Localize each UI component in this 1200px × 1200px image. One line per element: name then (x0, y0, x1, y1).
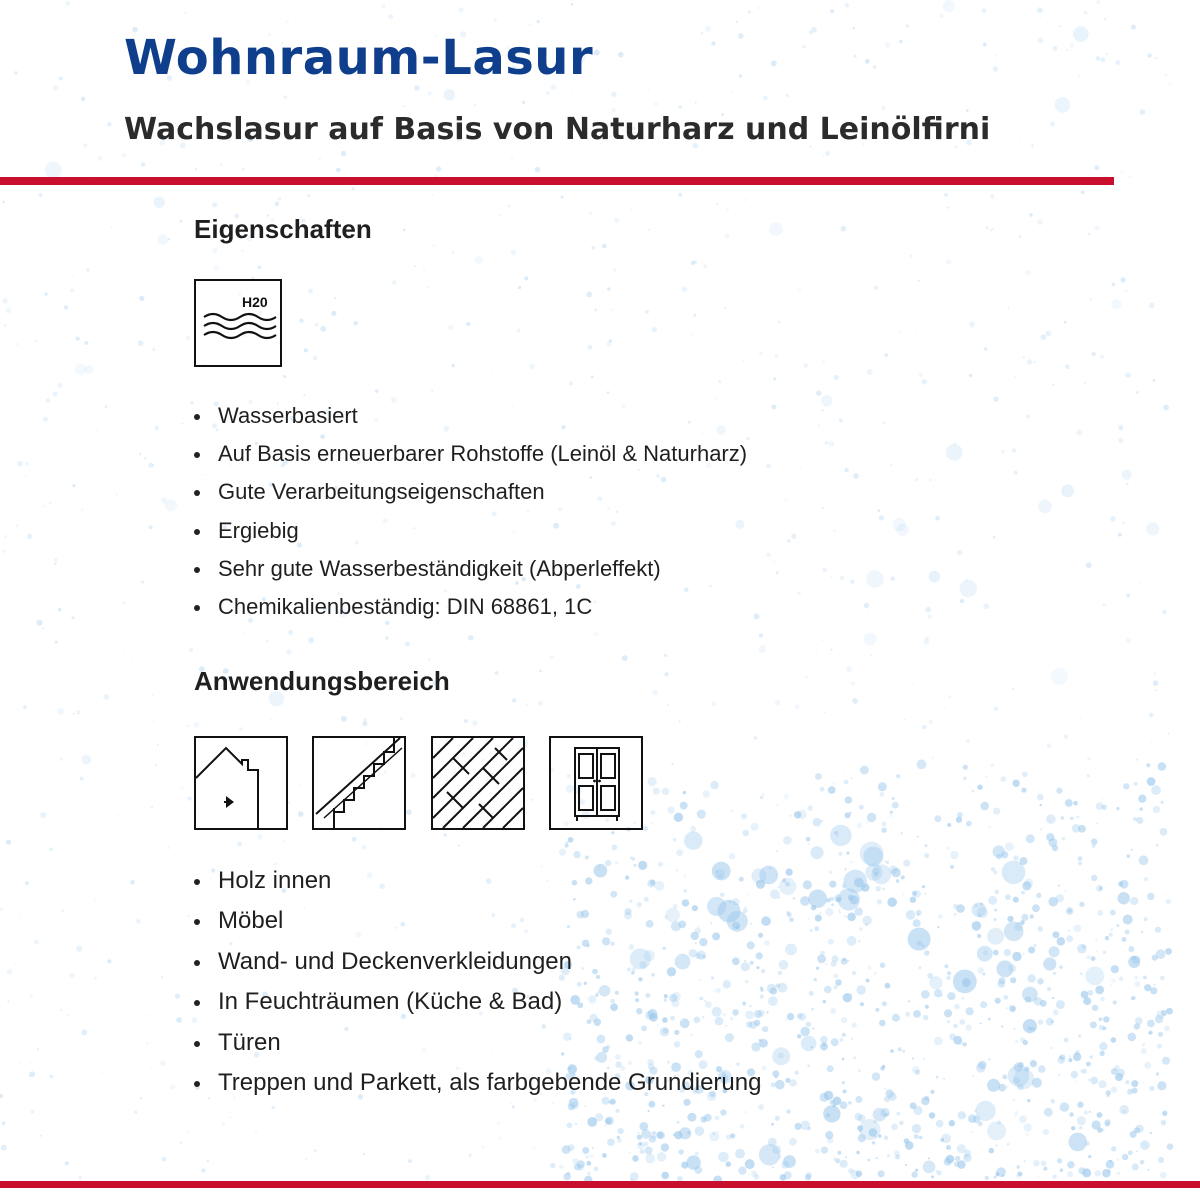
bottom-divider (0, 1181, 1200, 1188)
properties-list (192, 401, 747, 630)
property-item: Wasserbasiert (192, 401, 747, 439)
application-item: Wand- und Deckenverkleidungen (192, 946, 761, 986)
application-item: Treppen und Parkett, als farbgebende Grundierung (192, 1067, 761, 1107)
application-heading: Anwendungsbereich (194, 666, 450, 696)
application-item: In Feuchträumen (Küche & Bad) (192, 986, 761, 1026)
property-item: Auf Basis erneuerbarer Rohstoffe (Leinöl & Naturharz) (192, 439, 747, 477)
properties-heading: Eigenschaften (194, 214, 372, 244)
property-item: Sehr gute Wasserbeständigkeit (Abperleffekt) (192, 554, 747, 592)
property-item: Ergiebig (192, 516, 747, 554)
water-based-icon (194, 279, 282, 367)
parquet-icon (431, 736, 525, 830)
application-list (192, 865, 761, 1107)
property-item: Gute Verarbeitungseigenschaften (192, 477, 747, 515)
page-title: Wohnraum-Lasur (124, 30, 594, 86)
wood-interior-icon (194, 736, 288, 830)
page-subtitle: Wachslasur auf Basis von Naturharz und Leinölfirni (124, 112, 991, 147)
property-item: Chemikalienbeständig: DIN 68861, 1C (192, 592, 747, 630)
water-icon-label: H20 (242, 294, 268, 310)
stairs-icon (312, 736, 406, 830)
top-divider (0, 177, 1114, 185)
application-item: Möbel (192, 905, 761, 945)
application-item: Türen (192, 1027, 761, 1067)
cabinet-icon (549, 736, 643, 830)
application-item: Holz innen (192, 865, 761, 905)
